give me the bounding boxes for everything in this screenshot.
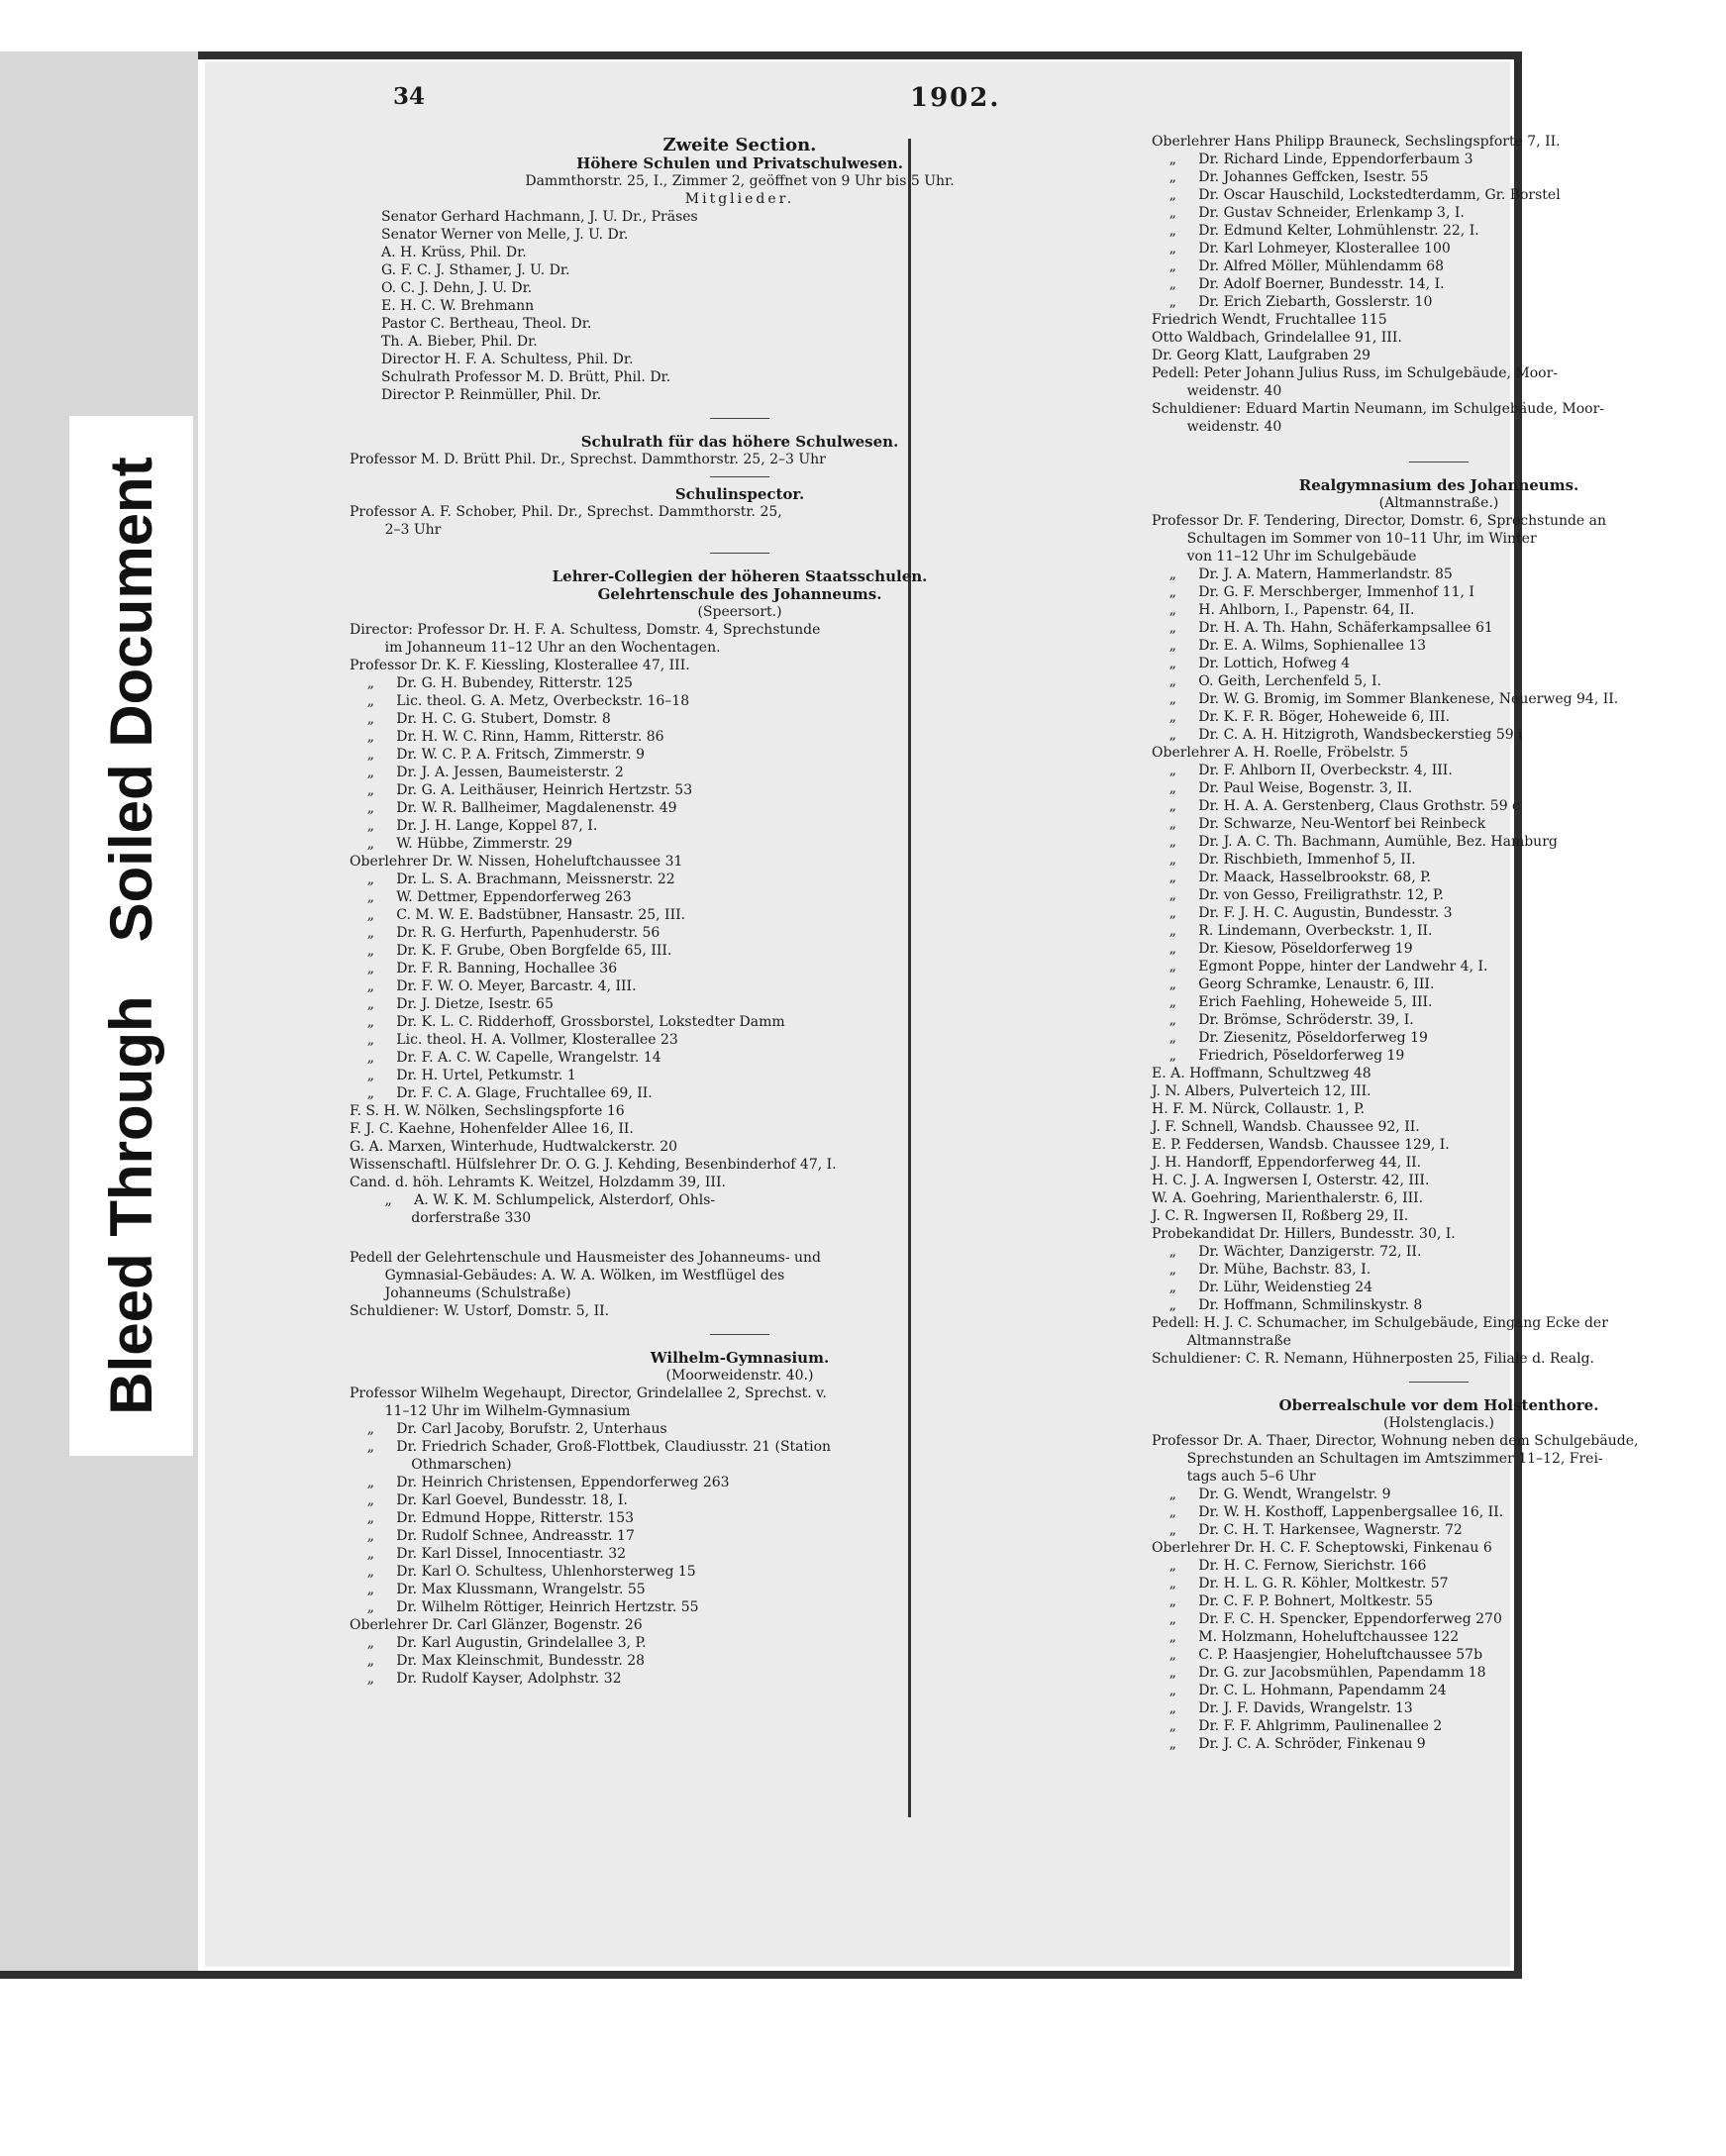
oberrealschule-entry: Sprechstunden an Schultagen im Amtszimmer 11–12, Frei-	[1152, 1451, 1603, 1467]
realgymnasium-entry: J. N. Albers, Pulverteich 12, III.	[1152, 1083, 1371, 1099]
realgymnasium-entry: W. A. Goehring, Marienthalerstr. 6, III.	[1152, 1190, 1424, 1206]
oberrealschule-entry: tags auch 5–6 Uhr	[1152, 1469, 1316, 1485]
realgymnasium-entry: Pedell: H. J. C. Schumacher, im Schulgebäude, Eingang Ecke der	[1152, 1315, 1608, 1331]
top-entry: Oberlehrer Hans Philipp Brauneck, Sechslingspforte 7, II.	[1152, 134, 1561, 150]
top-entry: „ Dr. Erich Ziebarth, Gosslerstr. 10	[1152, 294, 1433, 310]
realgymnasium-entry: „ Dr. W. G. Bromig, im Sommer Blankenese, Neuerweg 94, II.	[1152, 691, 1619, 707]
realgymnasium-entry: „ Georg Schramke, Lenaustr. 6, III.	[1152, 976, 1435, 992]
realgymnasium-entry: „ Dr. Mühe, Bachstr. 83, I.	[1152, 1262, 1371, 1278]
member-entry: Director P. Reinmüller, Phil. Dr.	[381, 387, 602, 403]
johanneum-entry: Director: Professor Dr. H. F. A. Schultess, Domstr. 4, Sprechstunde	[350, 622, 821, 638]
realgymnasium-entry: „ Dr. Brömse, Schröderstr. 39, I.	[1152, 1012, 1414, 1028]
separator	[1409, 1382, 1469, 1383]
realgymnasium-entry: „ H. Ahlborn, I., Papenstr. 64, II.	[1152, 602, 1415, 618]
realgymnasium-entry: „ Dr. E. A. Wilms, Sophienallee 13	[1152, 638, 1427, 654]
oberrealschule-entry: „ M. Holzmann, Hoheluftchaussee 122	[1152, 1629, 1460, 1645]
oberrealschule-entry: „ Dr. C. L. Hohmann, Papendamm 24	[1152, 1683, 1447, 1698]
member-entry: Senator Gerhard Hachmann, J. U. Dr., Präses	[381, 209, 698, 225]
wilhelm-entry: 11–12 Uhr im Wilhelm-Gymnasium	[350, 1403, 631, 1419]
pedell-entry: Johanneums (Schulstraße)	[350, 1285, 571, 1301]
realgymnasium-entry: „ Dr. Rischbieth, Immenhof 5, II.	[1152, 852, 1416, 868]
johanneum-entry: Professor Dr. K. F. Kiessling, Klosterallee 47, III.	[350, 658, 690, 673]
oberrealschule-entry: „ Dr. J. F. Davids, Wrangelstr. 13	[1152, 1700, 1413, 1716]
johanneum-entry: „ Lic. theol. G. A. Metz, Overbeckstr. 16–18	[350, 693, 690, 709]
inspector-entry: 2–3 Uhr	[350, 522, 442, 538]
collegien-heading: Lehrer-Collegien der höheren Staatsschulen.	[552, 567, 928, 585]
realgymnasium-entry: „ Dr. Paul Weise, Bogenstr. 3, II.	[1152, 780, 1413, 796]
top-entry: „ Dr. Alfred Möller, Mühlendamm 68	[1152, 258, 1445, 274]
realgymnasium-entry: „ Dr. F. Ahlborn II, Overbeckstr. 4, III.	[1152, 763, 1453, 778]
realgymnasium-entry: Probekandidat Dr. Hillers, Bundesstr. 30, I.	[1152, 1226, 1456, 1242]
realgymnasium-entry: Schultagen im Sommer von 10–11 Uhr, im Winter	[1152, 531, 1537, 547]
oberrealschule-list	[1152, 1432, 1726, 1753]
realgymnasium-entry: J. H. Handorff, Eppendorferweg 44, II.	[1152, 1155, 1422, 1171]
realgymnasium-entry: von 11–12 Uhr im Schulgebäude	[1152, 549, 1417, 565]
johanneum-entry: „ Dr. J. A. Jessen, Baumeisterstr. 2	[350, 765, 624, 780]
realgymnasium-entry: E. P. Feddersen, Wandsb. Chaussee 129, I.	[1152, 1137, 1450, 1153]
members-heading: Mitglieder.	[684, 191, 795, 207]
realgymnasium-entry: „ Dr. Lottich, Hofweg 4	[1152, 656, 1351, 671]
oberrealschule-heading: Oberrealschule vor dem Holstenthore.	[1278, 1396, 1599, 1414]
johanneum-entry: „ Dr. F. A. C. W. Capelle, Wrangelstr. 14	[350, 1050, 661, 1066]
realgymnasium-entry: „ Dr. Wächter, Danzigerstr. 72, II.	[1152, 1244, 1422, 1260]
realgymnasium-entry: „ Dr. C. A. H. Hitzigroth, Wandsbeckerstieg 59 i	[1152, 727, 1523, 743]
top-entry: „ Dr. Oscar Hauschild, Lockstedterdamm, Gr. Borstel	[1152, 187, 1561, 203]
top-entry: weidenstr. 40	[1152, 383, 1282, 399]
johanneum-entry: „ W. Hübbe, Zimmerstr. 29	[350, 836, 572, 852]
johanneum-entry: „ Dr. J. Dietze, Isestr. 65	[350, 996, 554, 1012]
top-entry: „ Dr. Edmund Kelter, Lohmühlenstr. 22, I.	[1152, 223, 1479, 239]
oberrealschule-entry: „ Dr. H. L. G. R. Köhler, Moltkestr. 57	[1152, 1576, 1449, 1591]
johanneum-entry: „ Dr. G. H. Bubendey, Ritterstr. 125	[350, 675, 633, 691]
wilhelm-entry: Othmarschen)	[350, 1457, 512, 1473]
top-entry: Dr. Georg Klatt, Laufgraben 29	[1152, 348, 1371, 363]
realgymnasium-entry: „ Erich Faehling, Hoheweide 5, III.	[1152, 994, 1433, 1010]
johanneum-entry: „ Dr. J. H. Lange, Koppel 87, I.	[350, 818, 598, 834]
johanneum-entry: im Johanneum 11–12 Uhr an den Wochentagen.	[350, 640, 721, 656]
johanneum-entry: „ Dr. R. G. Herfurth, Papenhuderstr. 56	[350, 925, 660, 941]
realgymnasium-entry: Professor Dr. F. Tendering, Director, Domstr. 6, Sprechstunde an	[1152, 513, 1607, 529]
johanneum-heading: Gelehrtenschule des Johanneums.	[597, 585, 882, 603]
left-column	[350, 133, 1130, 1688]
johanneum-entry: „ Dr. K. L. C. Ridderhoff, Grossborstel, Lokstedter Damm	[350, 1014, 785, 1030]
johanneum-entry: Oberlehrer Dr. W. Nissen, Hoheluftchaussee 31	[350, 854, 683, 870]
johanneum-entry: dorferstraße 330	[350, 1210, 532, 1226]
realgymnasium-entry: „ Dr. G. F. Merschberger, Immenhof 11, I	[1152, 584, 1474, 600]
schulrath-entry: Professor M. D. Brütt Phil. Dr., Sprechst. Dammthorstr. 25, 2–3 Uhr	[350, 452, 826, 467]
johanneum-entry: „ C. M. W. E. Badstübner, Hansastr. 25, III.	[350, 907, 686, 923]
realgymnasium-entry: J. C. R. Ingwersen II, Roßberg 29, II.	[1152, 1208, 1409, 1224]
top-entry: „ Dr. Adolf Boerner, Bundesstr. 14, I.	[1152, 276, 1445, 292]
member-entry: E. H. C. W. Brehmann	[381, 298, 535, 314]
pedell-list	[350, 1249, 1130, 1320]
schulrath-list	[350, 451, 1130, 468]
member-entry: Senator Werner von Melle, J. U. Dr.	[381, 227, 629, 243]
johanneum-entry: „ Dr. K. F. Grube, Oben Borgfelde 65, III.	[350, 943, 672, 959]
johanneum-entry: F. J. C. Kaehne, Hohenfelder Allee 16, II.	[350, 1121, 634, 1137]
realgymnasium-entry: „ Dr. J. A. C. Th. Bachmann, Aumühle, Bez. Hamburg	[1152, 834, 1558, 850]
wilhelm-entry: „ Dr. Karl Augustin, Grindelallee 3, P.	[350, 1635, 647, 1651]
wilhelm-entry: „ Dr. Max Kleinschmit, Bundesstr. 28	[350, 1653, 646, 1669]
realgymnasium-heading: Realgymnasium des Johanneums.	[1298, 476, 1579, 494]
top-entry: Friedrich Wendt, Fruchtallee 115	[1152, 312, 1387, 328]
realgymnasium-entry: H. F. M. Nürck, Collaustr. 1, P.	[1152, 1101, 1366, 1117]
wilhelm-heading: Wilhelm-Gymnasium.	[650, 1349, 830, 1367]
realgymnasium-entry: J. F. Schnell, Wandsb. Chaussee 92, II.	[1152, 1119, 1420, 1135]
oberrealschule-entry: „ Dr. F. F. Ahlgrimm, Paulinenallee 2	[1152, 1718, 1443, 1734]
realgymnasium-entry: „ Dr. F. J. H. C. Augustin, Bundesstr. 3	[1152, 905, 1453, 921]
inspector-entry: Professor A. F. Schober, Phil. Dr., Sprechst. Dammthorstr. 25,	[350, 504, 782, 520]
page-number: 34	[393, 83, 426, 110]
oberrealschule-entry: „ Dr. G. Wendt, Wrangelstr. 9	[1152, 1487, 1391, 1502]
top-list	[1152, 133, 1726, 436]
page-year: 1902.	[910, 83, 1001, 113]
realgymnasium-entry: E. A. Hoffmann, Schultzweg 48	[1152, 1066, 1371, 1081]
top-entry: weidenstr. 40	[1152, 419, 1282, 435]
johanneum-entry: „ W. Dettmer, Eppendorferweg 263	[350, 889, 632, 905]
johanneum-entry: Cand. d. höh. Lehramts K. Weitzel, Holzdamm 39, III.	[350, 1175, 726, 1190]
johanneum-entry: „ Lic. theol. H. A. Vollmer, Klosterallee 23	[350, 1032, 678, 1048]
document-page	[205, 61, 1639, 1967]
spacer	[350, 1227, 1130, 1249]
realgymnasium-entry: „ Dr. Lühr, Weidenstieg 24	[1152, 1280, 1373, 1295]
section-title: Zweite Section.	[662, 135, 817, 155]
johanneum-entry: G. A. Marxen, Winterhude, Hudtwalckerstr. 20	[350, 1139, 678, 1155]
johanneum-entry: „ Dr. H. C. G. Stubert, Domstr. 8	[350, 711, 611, 727]
johanneum-entry: „ A. W. K. M. Schlumpelick, Alsterdorf, Ohls-	[350, 1192, 716, 1208]
realgymnasium-entry: „ Dr. Maack, Hasselbrookstr. 68, P.	[1152, 870, 1432, 885]
inspector-list	[350, 503, 1130, 539]
realgymnasium-entry: Altmannstraße	[1152, 1333, 1291, 1349]
member-entry: Pastor C. Bertheau, Theol. Dr.	[381, 316, 592, 332]
oberrealschule-entry: „ C. P. Haasjengier, Hoheluftchaussee 57b	[1152, 1647, 1483, 1663]
wilhelm-entry: Oberlehrer Dr. Carl Glänzer, Bogenstr. 26	[350, 1617, 643, 1633]
realgymnasium-entry: „ Dr. Ziesenitz, Pöseldorferweg 19	[1152, 1030, 1428, 1046]
johanneum-entry: „ Dr. H. Urtel, Petkumstr. 1	[350, 1068, 576, 1083]
top-entry: „ Dr. Karl Lohmeyer, Klosterallee 100	[1152, 241, 1451, 257]
johanneum-entry: „ Dr. H. W. C. Rinn, Hamm, Ritterstr. 86	[350, 729, 664, 745]
top-entry: „ Dr. Gustav Schneider, Erlenkamp 3, I.	[1152, 205, 1465, 221]
realgymnasium-entry: „ Egmont Poppe, hinter der Landwehr 4, I.	[1152, 959, 1488, 975]
schulrath-heading: Schulrath für das höhere Schulwesen.	[580, 433, 899, 451]
pedell-entry: Gymnasial-Gebäudes: A. W. A. Wölken, im Westflügel des	[350, 1268, 785, 1283]
stamp-bleed-through: Bleed Through	[98, 995, 164, 1415]
realgymnasium-entry: „ Dr. H. A. Th. Hahn, Schäferkampsallee 61	[1152, 620, 1493, 636]
member-entry: G. F. C. J. Sthamer, J. U. Dr.	[381, 262, 570, 278]
johanneum-entry: „ Dr. F. C. A. Glage, Fruchtallee 69, II.	[350, 1085, 653, 1101]
realgymnasium-entry: „ Dr. Schwarze, Neu-Wentorf bei Reinbeck	[1152, 816, 1486, 832]
separator	[710, 476, 769, 477]
wilhelm-entry: „ Dr. Friedrich Schader, Groß-Flottbek, Claudiusstr. 21 (Station	[350, 1439, 832, 1455]
top-entry: „ Dr. Richard Linde, Eppendorferbaum 3	[1152, 152, 1473, 167]
pedell-entry: Pedell der Gelehrtenschule und Hausmeister des Johanneums- und	[350, 1250, 821, 1266]
top-entry: Pedell: Peter Johann Julius Russ, im Schulgebäude, Moor-	[1152, 365, 1559, 381]
oberrealschule-entry: „ Dr. J. C. A. Schröder, Finkenau 9	[1152, 1736, 1426, 1752]
separator	[710, 1334, 769, 1335]
johanneum-entry: „ Dr. L. S. A. Brachmann, Meissnerstr. 22	[350, 872, 675, 887]
johanneum-entry: „ Dr. W. R. Ballheimer, Magdalenenstr. 49	[350, 800, 677, 816]
johanneum-location: (Speersort.)	[697, 604, 782, 620]
wilhelm-entry: „ Dr. Carl Jacoby, Borufstr. 2, Unterhaus	[350, 1421, 667, 1437]
stamp-soiled-document: Soiled Document	[98, 457, 164, 943]
johanneum-list	[350, 621, 1130, 1227]
quality-stamp	[69, 416, 193, 1456]
oberrealschule-location: (Holstenglacis.)	[1383, 1415, 1494, 1431]
inspector-heading: Schulinspector.	[674, 485, 805, 503]
wilhelm-entry: „ Dr. Heinrich Christensen, Eppendorferweg 263	[350, 1475, 730, 1490]
realgymnasium-entry: H. C. J. A. Ingwersen I, Osterstr. 42, III.	[1152, 1173, 1430, 1188]
realgymnasium-entry: „ Dr. K. F. R. Böger, Hoheweide 6, III.	[1152, 709, 1451, 725]
oberrealschule-entry: „ Dr. W. H. Kosthoff, Lappenbergsallee 16, II.	[1152, 1504, 1504, 1520]
wilhelm-entry: „ Dr. Max Klussmann, Wrangelstr. 55	[350, 1582, 646, 1597]
oberrealschule-entry: Oberlehrer Dr. H. C. F. Scheptowski, Finkenau 6	[1152, 1540, 1492, 1556]
realgymnasium-entry: Oberlehrer A. H. Roelle, Fröbelstr. 5	[1152, 745, 1409, 761]
section-address: Dammthorstr. 25, I., Zimmer 2, geöffnet von 9 Uhr bis 5 Uhr.	[525, 173, 955, 189]
johanneum-entry: F. S. H. W. Nölken, Sechslingspforte 16	[350, 1103, 625, 1119]
wilhelm-entry: „ Dr. Karl Goevel, Bundesstr. 18, I.	[350, 1492, 628, 1508]
top-entry: „ Dr. Johannes Geffcken, Isestr. 55	[1152, 169, 1429, 185]
right-column	[1152, 133, 1726, 1753]
wilhelm-list	[350, 1385, 1130, 1688]
pedell-entry: Schuldiener: W. Ustorf, Domstr. 5, II.	[350, 1303, 610, 1319]
wilhelm-entry: „ Dr. Karl O. Schultess, Uhlenhorsterweg 15	[350, 1564, 696, 1580]
separator	[710, 553, 769, 554]
separator	[710, 418, 769, 419]
oberrealschule-entry: „ Dr. C. H. T. Harkensee, Wagnerstr. 72	[1152, 1522, 1463, 1538]
wilhelm-entry: „ Dr. Wilhelm Röttiger, Heinrich Hertzstr. 55	[350, 1599, 699, 1615]
oberrealschule-entry: „ Dr. F. C. H. Spencker, Eppendorferweg 270	[1152, 1611, 1502, 1627]
johanneum-entry: „ Dr. F. R. Banning, Hochallee 36	[350, 961, 618, 976]
scan-border-bottom	[0, 1971, 1522, 1979]
oberrealschule-entry: „ Dr. H. C. Fernow, Sierichstr. 166	[1152, 1558, 1427, 1574]
oberrealschule-entry: „ Dr. G. zur Jacobsmühlen, Papendamm 18	[1152, 1665, 1486, 1681]
top-entry: Schuldiener: Eduard Martin Neumann, im Schulgebäude, Moor-	[1152, 401, 1605, 417]
johanneum-entry: „ Dr. W. C. P. A. Fritsch, Zimmerstr. 9	[350, 747, 645, 763]
realgymnasium-entry: „ Dr. Hoffmann, Schmilinskystr. 8	[1152, 1297, 1423, 1313]
members-list	[350, 208, 1130, 404]
realgymnasium-entry: „ Dr. von Gesso, Freiligrathstr. 12, P.	[1152, 887, 1444, 903]
realgymnasium-entry: „ Dr. J. A. Matern, Hammerlandstr. 85	[1152, 566, 1453, 582]
wilhelm-entry: „ Dr. Karl Dissel, Innocentiastr. 32	[350, 1546, 627, 1562]
realgymnasium-location: (Altmannstraße.)	[1378, 495, 1499, 511]
realgymnasium-entry: Schuldiener: C. R. Nemann, Hühnerposten 25, Filiale d. Realg.	[1152, 1351, 1595, 1367]
oberrealschule-entry: Professor Dr. A. Thaer, Director, Wohnung neben dem Schulgebäude,	[1152, 1433, 1639, 1449]
realgymnasium-entry: „ O. Geith, Lerchenfeld 5, I.	[1152, 673, 1381, 689]
wilhelm-entry: „ Dr. Rudolf Schnee, Andreasstr. 17	[350, 1528, 635, 1544]
realgymnasium-list	[1152, 512, 1726, 1368]
johanneum-entry: „ Dr. G. A. Leithäuser, Heinrich Hertzstr. 53	[350, 782, 693, 798]
realgymnasium-entry: „ Dr. Kiesow, Pöseldorferweg 19	[1152, 941, 1413, 957]
wilhelm-location: (Moorweidenstr. 40.)	[665, 1368, 814, 1384]
johanneum-entry: „ Dr. F. W. O. Meyer, Barcastr. 4, III.	[350, 978, 637, 994]
wilhelm-entry: „ Dr. Rudolf Kayser, Adolphstr. 32	[350, 1671, 622, 1687]
realgymnasium-entry: „ R. Lindemann, Overbeckstr. 1, II.	[1152, 923, 1433, 939]
top-entry: Otto Waldbach, Grindelallee 91, III.	[1152, 330, 1402, 346]
wilhelm-entry: Professor Wilhelm Wegehaupt, Director, Grindelallee 2, Sprechst. v.	[350, 1386, 827, 1401]
realgymnasium-entry: „ Friedrich, Pöseldorferweg 19	[1152, 1048, 1405, 1064]
section-subtitle: Höhere Schulen und Privatschulwesen.	[576, 154, 903, 172]
johanneum-entry: Wissenschaftl. Hülfslehrer Dr. O. G. J. Kehding, Besenbinderhof 47, I.	[350, 1157, 837, 1173]
realgymnasium-entry: „ Dr. H. A. A. Gerstenberg, Claus Grothstr. 59 c	[1152, 798, 1520, 814]
oberrealschule-entry: „ Dr. C. F. P. Bohnert, Moltkestr. 55	[1152, 1593, 1434, 1609]
wilhelm-entry: „ Dr. Edmund Hoppe, Ritterstr. 153	[350, 1510, 635, 1526]
member-entry: A. H. Krüss, Phil. Dr.	[381, 245, 527, 260]
member-entry: Th. A. Bieber, Phil. Dr.	[381, 334, 538, 350]
member-entry: Director H. F. A. Schultess, Phil. Dr.	[381, 352, 634, 367]
member-entry: O. C. J. Dehn, J. U. Dr.	[381, 280, 533, 296]
member-entry: Schulrath Professor M. D. Brütt, Phil. Dr.	[381, 369, 671, 385]
scan-border-top	[198, 51, 1522, 59]
